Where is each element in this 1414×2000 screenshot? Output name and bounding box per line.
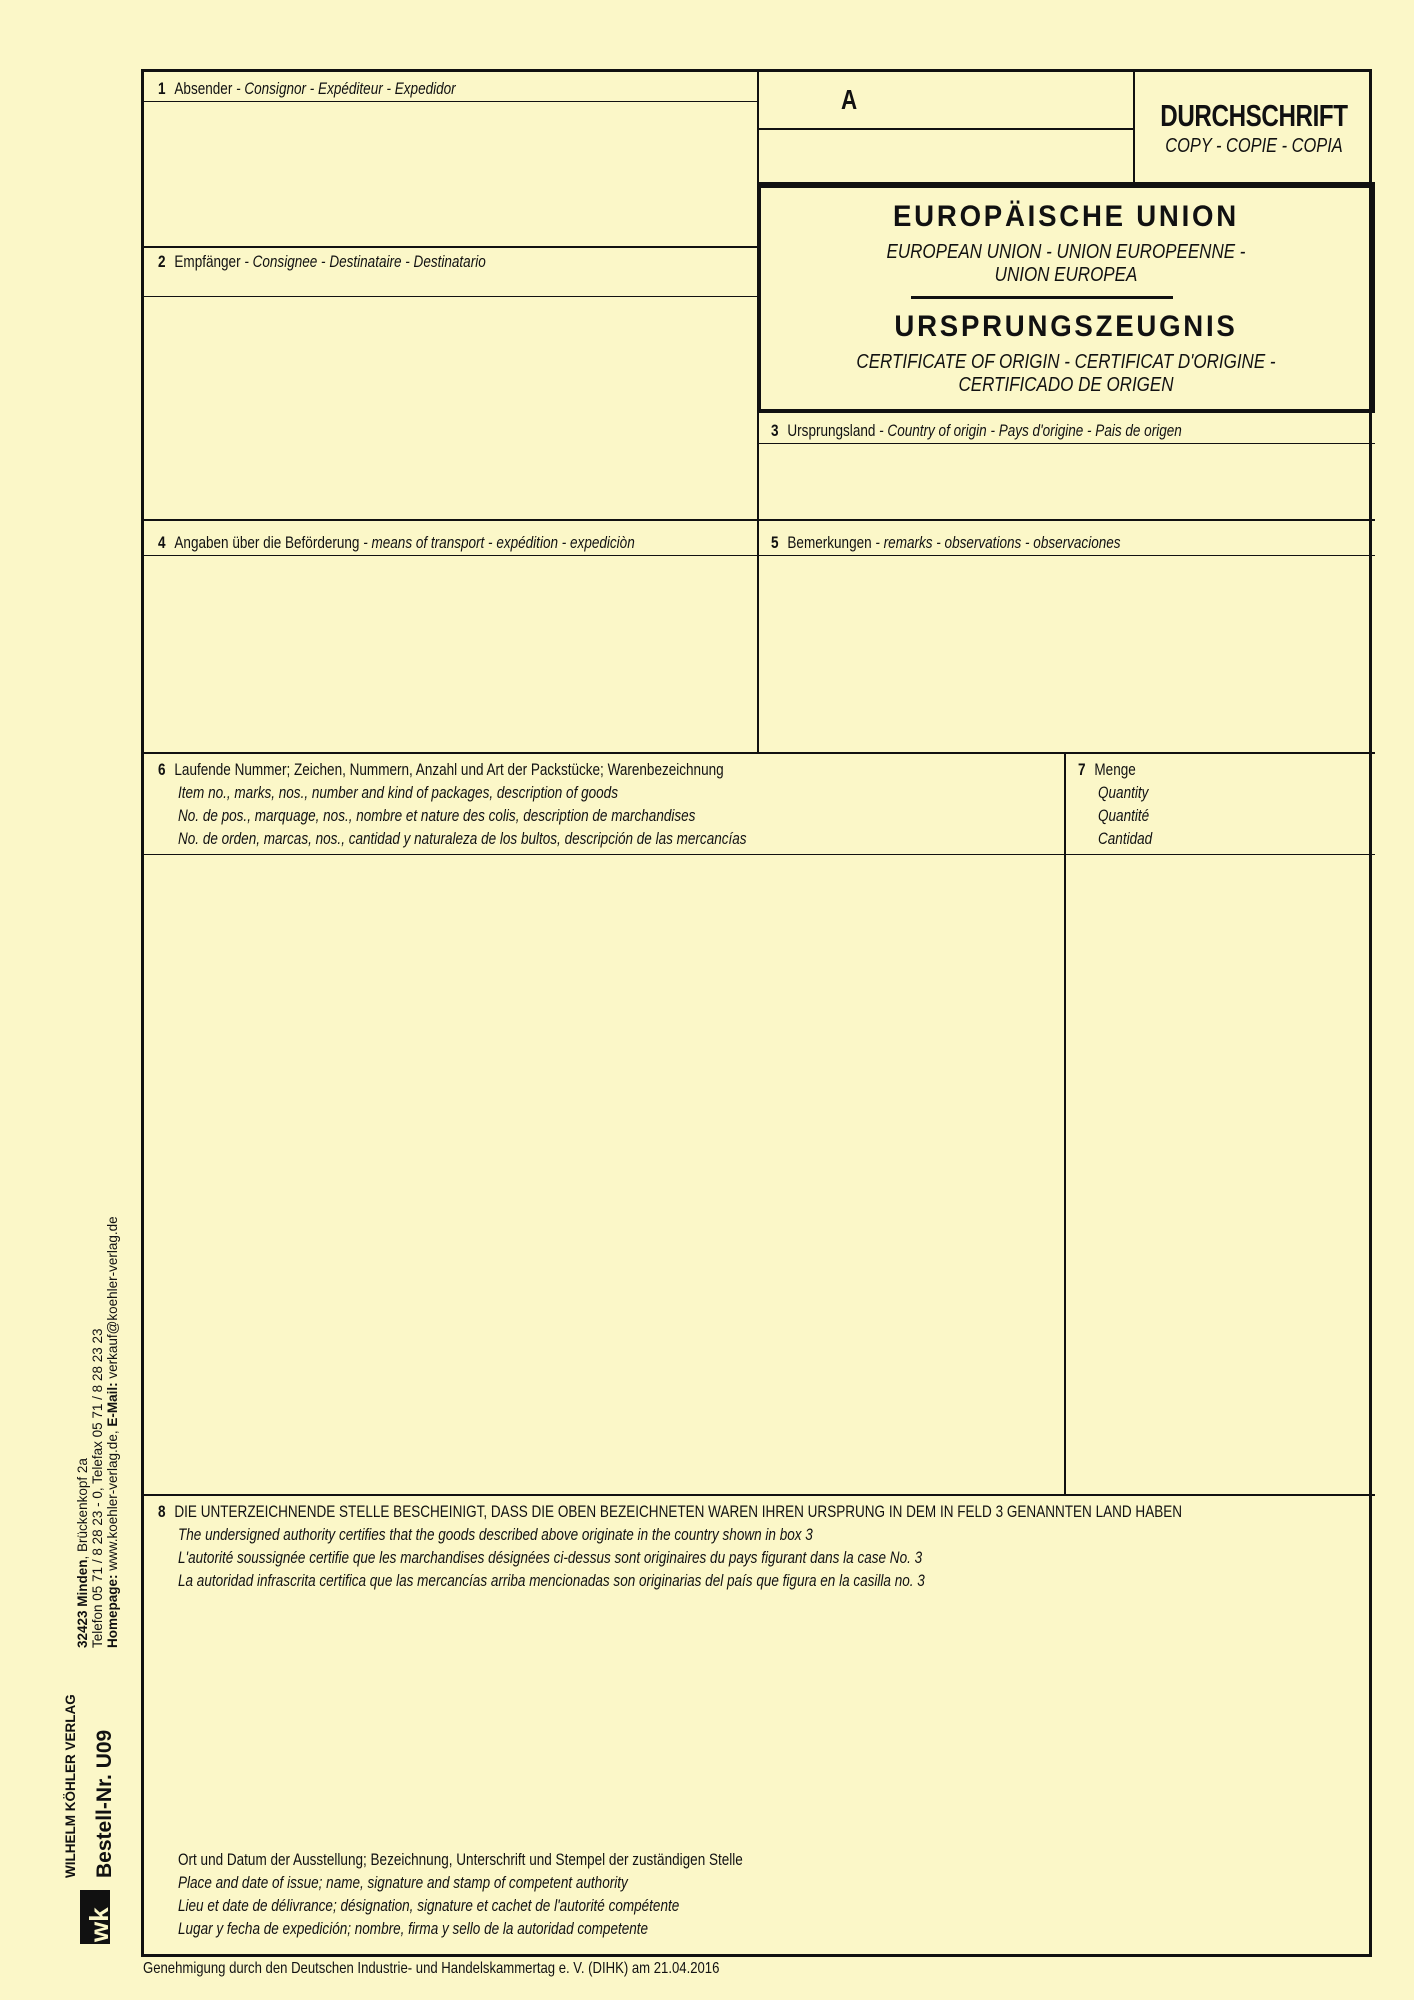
field-6-english: Item no., marks, nos., number and kind of packages, description of goods — [178, 784, 618, 802]
signature-label: Ort und Datum der Ausstellung; Bezeichnung, Unterschrift und Stempel der zuständigen Stelle — [178, 1851, 743, 1869]
union-title: EUROPÄISCHE UNION — [893, 200, 1239, 233]
field-7-quantity-input[interactable] — [1066, 856, 1375, 1494]
field-4-transport-input[interactable] — [144, 557, 757, 752]
form-type-letter: A — [841, 84, 858, 115]
field-8-signature-area[interactable] — [144, 1597, 1375, 1857]
field-4-5-underline — [144, 555, 1375, 556]
publisher-name: WILHELM KÖHLER VERLAG — [63, 1694, 78, 1878]
field-6-7-underline — [144, 854, 1375, 855]
header-rule — [911, 296, 1173, 299]
field-5-label: 5 Bemerkungen - remarks - observations - observaciones — [771, 534, 1121, 552]
field-2-underline — [144, 296, 757, 297]
field-7-spanish: Cantidad — [1098, 830, 1153, 848]
certificate-subtitle-line2: CERTIFICADO DE ORIGEN — [958, 374, 1174, 396]
certificate-subtitle-line1: CERTIFICATE OF ORIGIN - CERTIFICAT D'ORIGINE - — [856, 351, 1276, 373]
copy-box-divider — [1133, 72, 1135, 184]
field-3-label: 3 Ursprungsland - Country of origin - Pays d'origine - Pais de origen — [771, 422, 1182, 440]
field-8-french: L'autorité soussignée certifie que les marchandises désignées ci-dessus sont originaires du pays figurant dans la case No. 3 — [178, 1549, 923, 1567]
signature-english: Place and date of issue; name, signature and stamp of competent authority — [178, 1874, 628, 1892]
divider-row-8 — [144, 1494, 1375, 1496]
field-5-remarks-input[interactable] — [759, 557, 1375, 752]
field-6-label: 6 Laufende Nummer; Zeichen, Nummern, Anzahl und Art der Packstücke; Warenbezeichnung — [158, 761, 724, 779]
field-4-label: 4 Angaben über die Beförderung - means of transport - expédition - expediciòn — [158, 534, 635, 552]
order-number: Bestell-Nr. U09 — [93, 1729, 116, 1878]
copy-title: DURCHSCHRIFT — [1160, 98, 1348, 133]
certificate-title: URSPRUNGSZEUGNIS — [894, 310, 1238, 343]
field-6-spanish: No. de orden, marcas, nos., cantidad y naturaleza de los bultos, descripción de las mercancías — [178, 830, 747, 848]
divider-row-6-7 — [144, 752, 1375, 754]
approval-note: Genehmigung durch den Deutschen Industrie- und Handelskammertag e. V. (DIHK) am 21.04.2016 — [143, 1960, 720, 1977]
copy-subtitle: COPY - COPIE - COPIA — [1165, 135, 1343, 157]
field-3-underline — [757, 443, 1375, 444]
field-6-french: No. de pos., marquage, nos., nombre et nature des colis, description de marchandises — [178, 807, 696, 825]
field-6-goods-description-input[interactable] — [144, 856, 1064, 1494]
field-8-spanish: La autoridad infrascrita certifica que las mercancías arriba mencionadas son originarias del país que figura en la casilla no. 3 — [178, 1572, 925, 1590]
divider-row-4-5 — [144, 519, 1375, 521]
signature-spanish: Lugar y fecha de expedición; nombre, firma y sello de la autoridad competente — [178, 1920, 649, 1938]
field-2-consignee-input[interactable] — [144, 298, 757, 518]
field-7-english: Quantity — [1098, 784, 1149, 802]
eu-header-box — [757, 184, 1375, 413]
divider-1-2 — [144, 246, 757, 248]
publisher-logo-icon: wk — [80, 1890, 110, 1944]
field-2-label: 2 Empfänger - Consignee - Destinataire - Destinatario — [158, 253, 486, 271]
signature-french: Lieu et date de délivrance; désignation, signature et cachet de l'autorité compétente — [178, 1897, 680, 1915]
field-1-label: 1 Absender - Consignor - Expéditeur - Expedidor — [158, 80, 456, 98]
field-8-label: 8 DIE UNTERZEICHNENDE STELLE BESCHEINIGT, DASS DIE OBEN BEZEICHNETEN WAREN IHREN URSPRUNG IN DEM IN FELD 3 GENANNTEN LAND HABEN — [158, 1503, 1183, 1521]
field-8-english: The undersigned authority certifies that the goods described above originate in the country shown in box 3 — [178, 1526, 813, 1544]
union-subtitle-line1: EUROPEAN UNION - UNION EUROPEENNE - — [886, 241, 1246, 263]
publisher-address: 32423 Minden, Brückenkopf 2a — [75, 1458, 90, 1648]
box-a-input[interactable] — [759, 130, 1133, 182]
form-frame — [141, 69, 1372, 1957]
union-subtitle-line2: UNION EUROPEA — [994, 264, 1138, 286]
field-7-label: 7 Menge — [1078, 761, 1136, 779]
field-3-country-of-origin-input[interactable] — [759, 445, 1375, 518]
publisher-web-email: Homepage: www.koehler-verlag.de, E-Mail: verkauf@koehler-verlag.de — [105, 1216, 120, 1648]
field-7-french: Quantité — [1098, 807, 1150, 825]
publisher-phone: Telefon 05 71 / 8 28 23 - 0, Telefax 05 71 / 8 28 23 23 — [90, 1328, 105, 1648]
field-1-consignor-input[interactable] — [144, 103, 757, 246]
field-1-underline — [144, 101, 757, 102]
